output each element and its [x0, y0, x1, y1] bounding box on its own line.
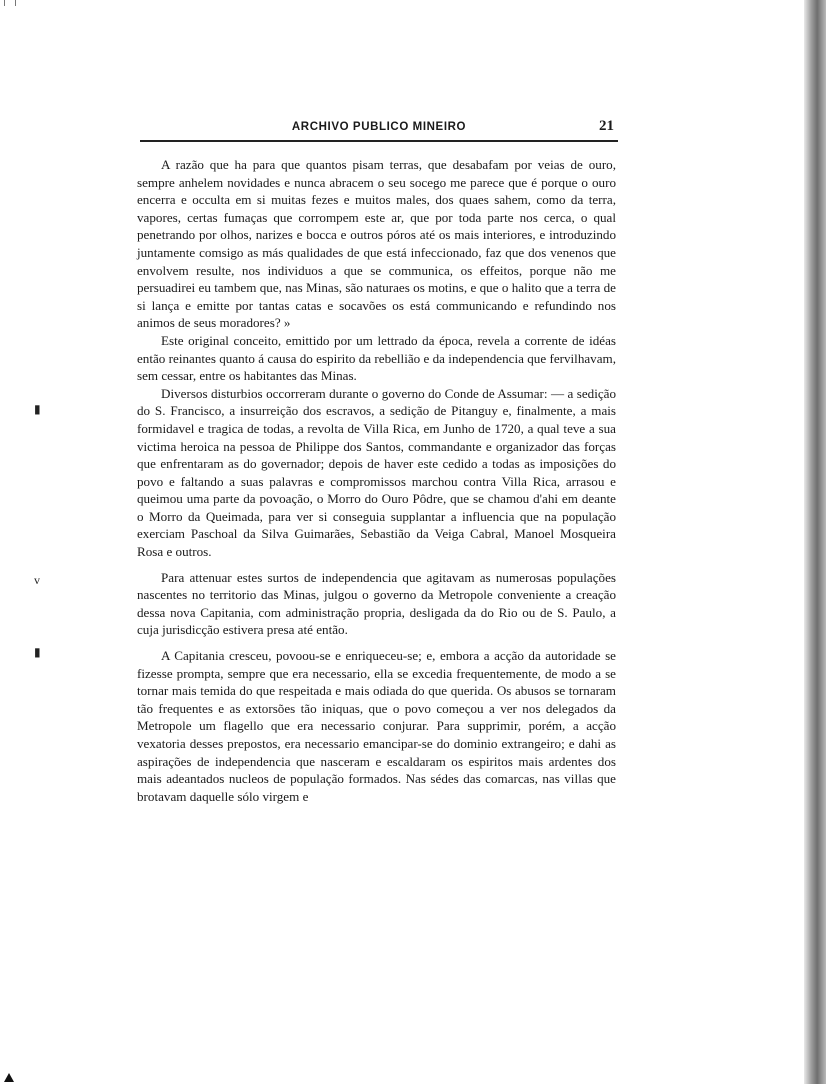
margin-mark: ▮: [34, 645, 41, 659]
header-rule: [140, 140, 618, 142]
margin-mark: ▮: [34, 402, 41, 416]
paragraph-disturbios: Diversos disturbios occorreram durante o governo do Conde de Assumar: — a sedição do S. Francisco, a insurreição dos escravos, a sedição de Pitanguy e, finalmente, a mais formidavel e tragica de todas, a revolta de Villa Rica, em Junho de 1720, a qual teve a sua victima heroica na pessoa de Philippe dos Santos, commandante e organizador das forças que enfrentaram as do governador; depois de haver este cedido a todas as imposições do povo e faltando a suas palavras e compromissos marchou contra Villa Rica, arrasou e queimou uma parte da povoação, o Morro do Ouro Pôdre, que se chamou d'ahi em deante o Morro da Queimada, para ver si conseguia supplantar a influencia que na população exerciam Paschoal da Silva Guimarães, Sebastião da Veiga Cabral, Manoel Mosqueira Rosa e outros.: [137, 385, 616, 560]
page-number: 21: [599, 118, 614, 134]
paragraph-original-conceito: Este original conceito, emittido por um lettrado da época, revela a corrente de idéas então reinantes quanto á causa do espirito da rebellião e da independencia que fervilhavam, sem cessar, entre os habitantes das Minas.: [137, 332, 616, 384]
page-header: [140, 118, 618, 141]
margin-mark: v: [34, 573, 40, 587]
scan-page-edge: [804, 0, 826, 1084]
scan-edge-ticks: [4, 0, 16, 6]
page-body: [137, 156, 616, 805]
paragraph-capitania-cresceu: A Capitania cresceu, povoou-se e enriqueceu-se; e, embora a acção da autoridade se fizesse prompta, sempre que era necessario, ella se excedia frequentemente, de modo a se tornar mais temida do que respeitada e mais odiada do que querida. Os abusos se tornaram tão frequentes e as extorsões tão iniquas, que o povo começou a ver nos delegados da Metropole um flagello que era necessario conjurar. Para supprimir, porém, a acção vexatoria desses prepostos, era necessario emancipar-se do dominio extrangeiro; e dahi as aspirações de independencia que nasceram e escaldaram os espiritos mais ardentes dos mais adeantados nucleos de população formados. Nas sédes das comarcas, nas villas que brotavam daquelle sólo virgem e: [137, 648, 616, 804]
corner-mark: [4, 1073, 14, 1082]
running-title: ARCHIVO PUBLICO MINEIRO: [291, 121, 467, 133]
paragraph-nova-capitania: Para attenuar estes surtos de independencia que agitavam as numerosas populações nascentes no territorio das Minas, julgou o governo da Metropole conveniente a creação dessa nova Capitania, com administração propria, desligada da do Rio ou de S. Paulo, a cuja jurisdicção estivera presa até então.: [137, 569, 616, 638]
paragraph-quote-ending: A razão que ha para que quantos pisam terras, que desabafam por veias de ouro, sempre anhelem novidades e nunca abracem o seu socego me parece que é porque o ouro encerra e occulta em si muitas fezes e muitos males, dos quaes sahem, como da terra, vapores, certas fumaças que corrompem este ar, que por toda parte nos cerca, o qual penetrando por olhos, narizes e bocca e outros póros até os mais interiores, e introduzindo juntamente comsigo as más qualidades de que está infeccionado, faz que dos venenos que envolvem resulte, nos individuos a que se communica, os effeitos, porque não me persuadirei eu tambem que, nas Minas, são naturaes os motins, e que o halito que a terra de si lança e emitte por tantas catas e socavões os está communicando e refundindo nos animos de seus moradores? »: [137, 157, 616, 331]
